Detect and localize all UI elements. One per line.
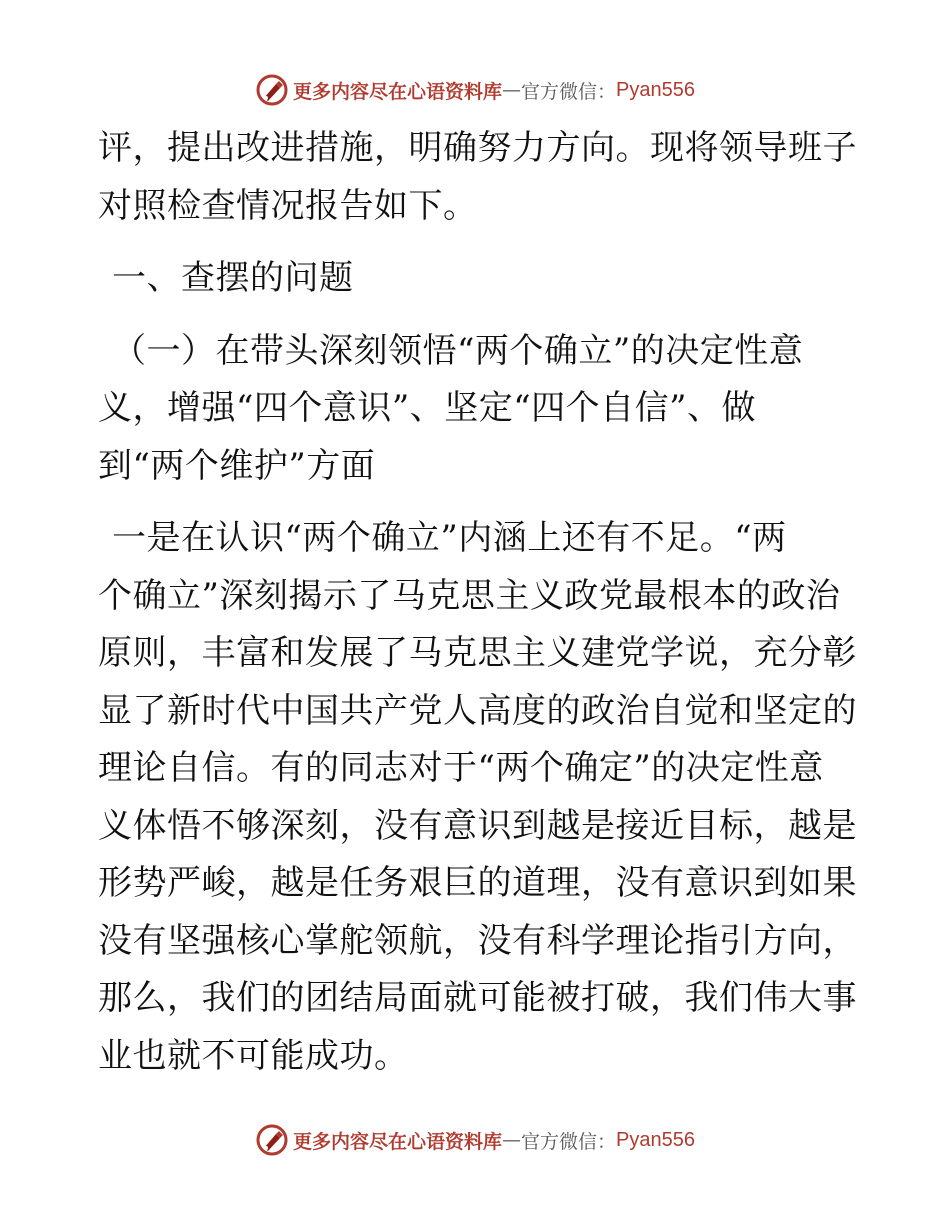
paragraph-line: 没有坚强核心掌舵领航，没有科学理论指引方向， bbox=[98, 920, 857, 961]
watermark-brand-text: 更多内容尽在心语资料库 bbox=[293, 80, 503, 103]
watermark-separator: — bbox=[502, 1129, 522, 1151]
watermark-wechat-id: Pyan556 bbox=[616, 78, 695, 101]
intro-line: 评，提出改进措施，明确努力方向。现将领导班子 bbox=[98, 128, 857, 168]
section-heading: 一、查摆的问题 bbox=[112, 258, 354, 298]
paragraph-line: 形势严峻，越是任务艰巨的道理，没有意识到如果 bbox=[98, 863, 857, 903]
subsection-heading-line: 义，增强“四个意识”、坚定“四个自信”、做 bbox=[98, 388, 757, 428]
paragraph-line: 显了新时代中国共产党人高度的政治自觉和坚定的 bbox=[98, 690, 857, 731]
paragraph-line: 原则，丰富和发展了马克思主义建党学说，充分彰 bbox=[98, 633, 857, 673]
header-watermark bbox=[0, 70, 950, 110]
watermark-wechat-id: Pyan556 bbox=[616, 1128, 695, 1151]
watermark-separator: — bbox=[502, 79, 522, 101]
paragraph-line: 理论自信。有的同志对于“两个确定”的决定性意 bbox=[98, 748, 824, 788]
subsection-heading-line: （一）在带头深刻领悟“两个确立”的决定性意 bbox=[112, 330, 804, 371]
paragraph-line: 一是在认识“两个确立”内涵上还有不足。“两 bbox=[112, 518, 787, 558]
paragraph-line: 业也就不可能成功。 bbox=[98, 1035, 409, 1076]
document-body bbox=[98, 120, 858, 1085]
subsection-heading-line: 到“两个维护”方面 bbox=[98, 445, 376, 486]
pen-logo-icon bbox=[255, 73, 289, 107]
paragraph-line: 个确立”深刻揭示了马克思主义政党最根本的政治 bbox=[98, 575, 841, 616]
footer-watermark bbox=[0, 1120, 950, 1160]
paragraph-line: 义体悟不够深刻，没有意识到越是接近目标，越是 bbox=[98, 805, 857, 846]
paragraph-line: 那么，我们的团结局面就可能被打破，我们伟大事 bbox=[98, 978, 857, 1018]
watermark-brand-text: 更多内容尽在心语资料库 bbox=[293, 1130, 503, 1153]
intro-line: 对照检查情况报告如下。 bbox=[98, 185, 478, 226]
pen-logo-icon bbox=[255, 1123, 289, 1157]
watermark-label: 官方微信： bbox=[521, 1130, 617, 1153]
watermark-label: 官方微信： bbox=[521, 80, 617, 103]
